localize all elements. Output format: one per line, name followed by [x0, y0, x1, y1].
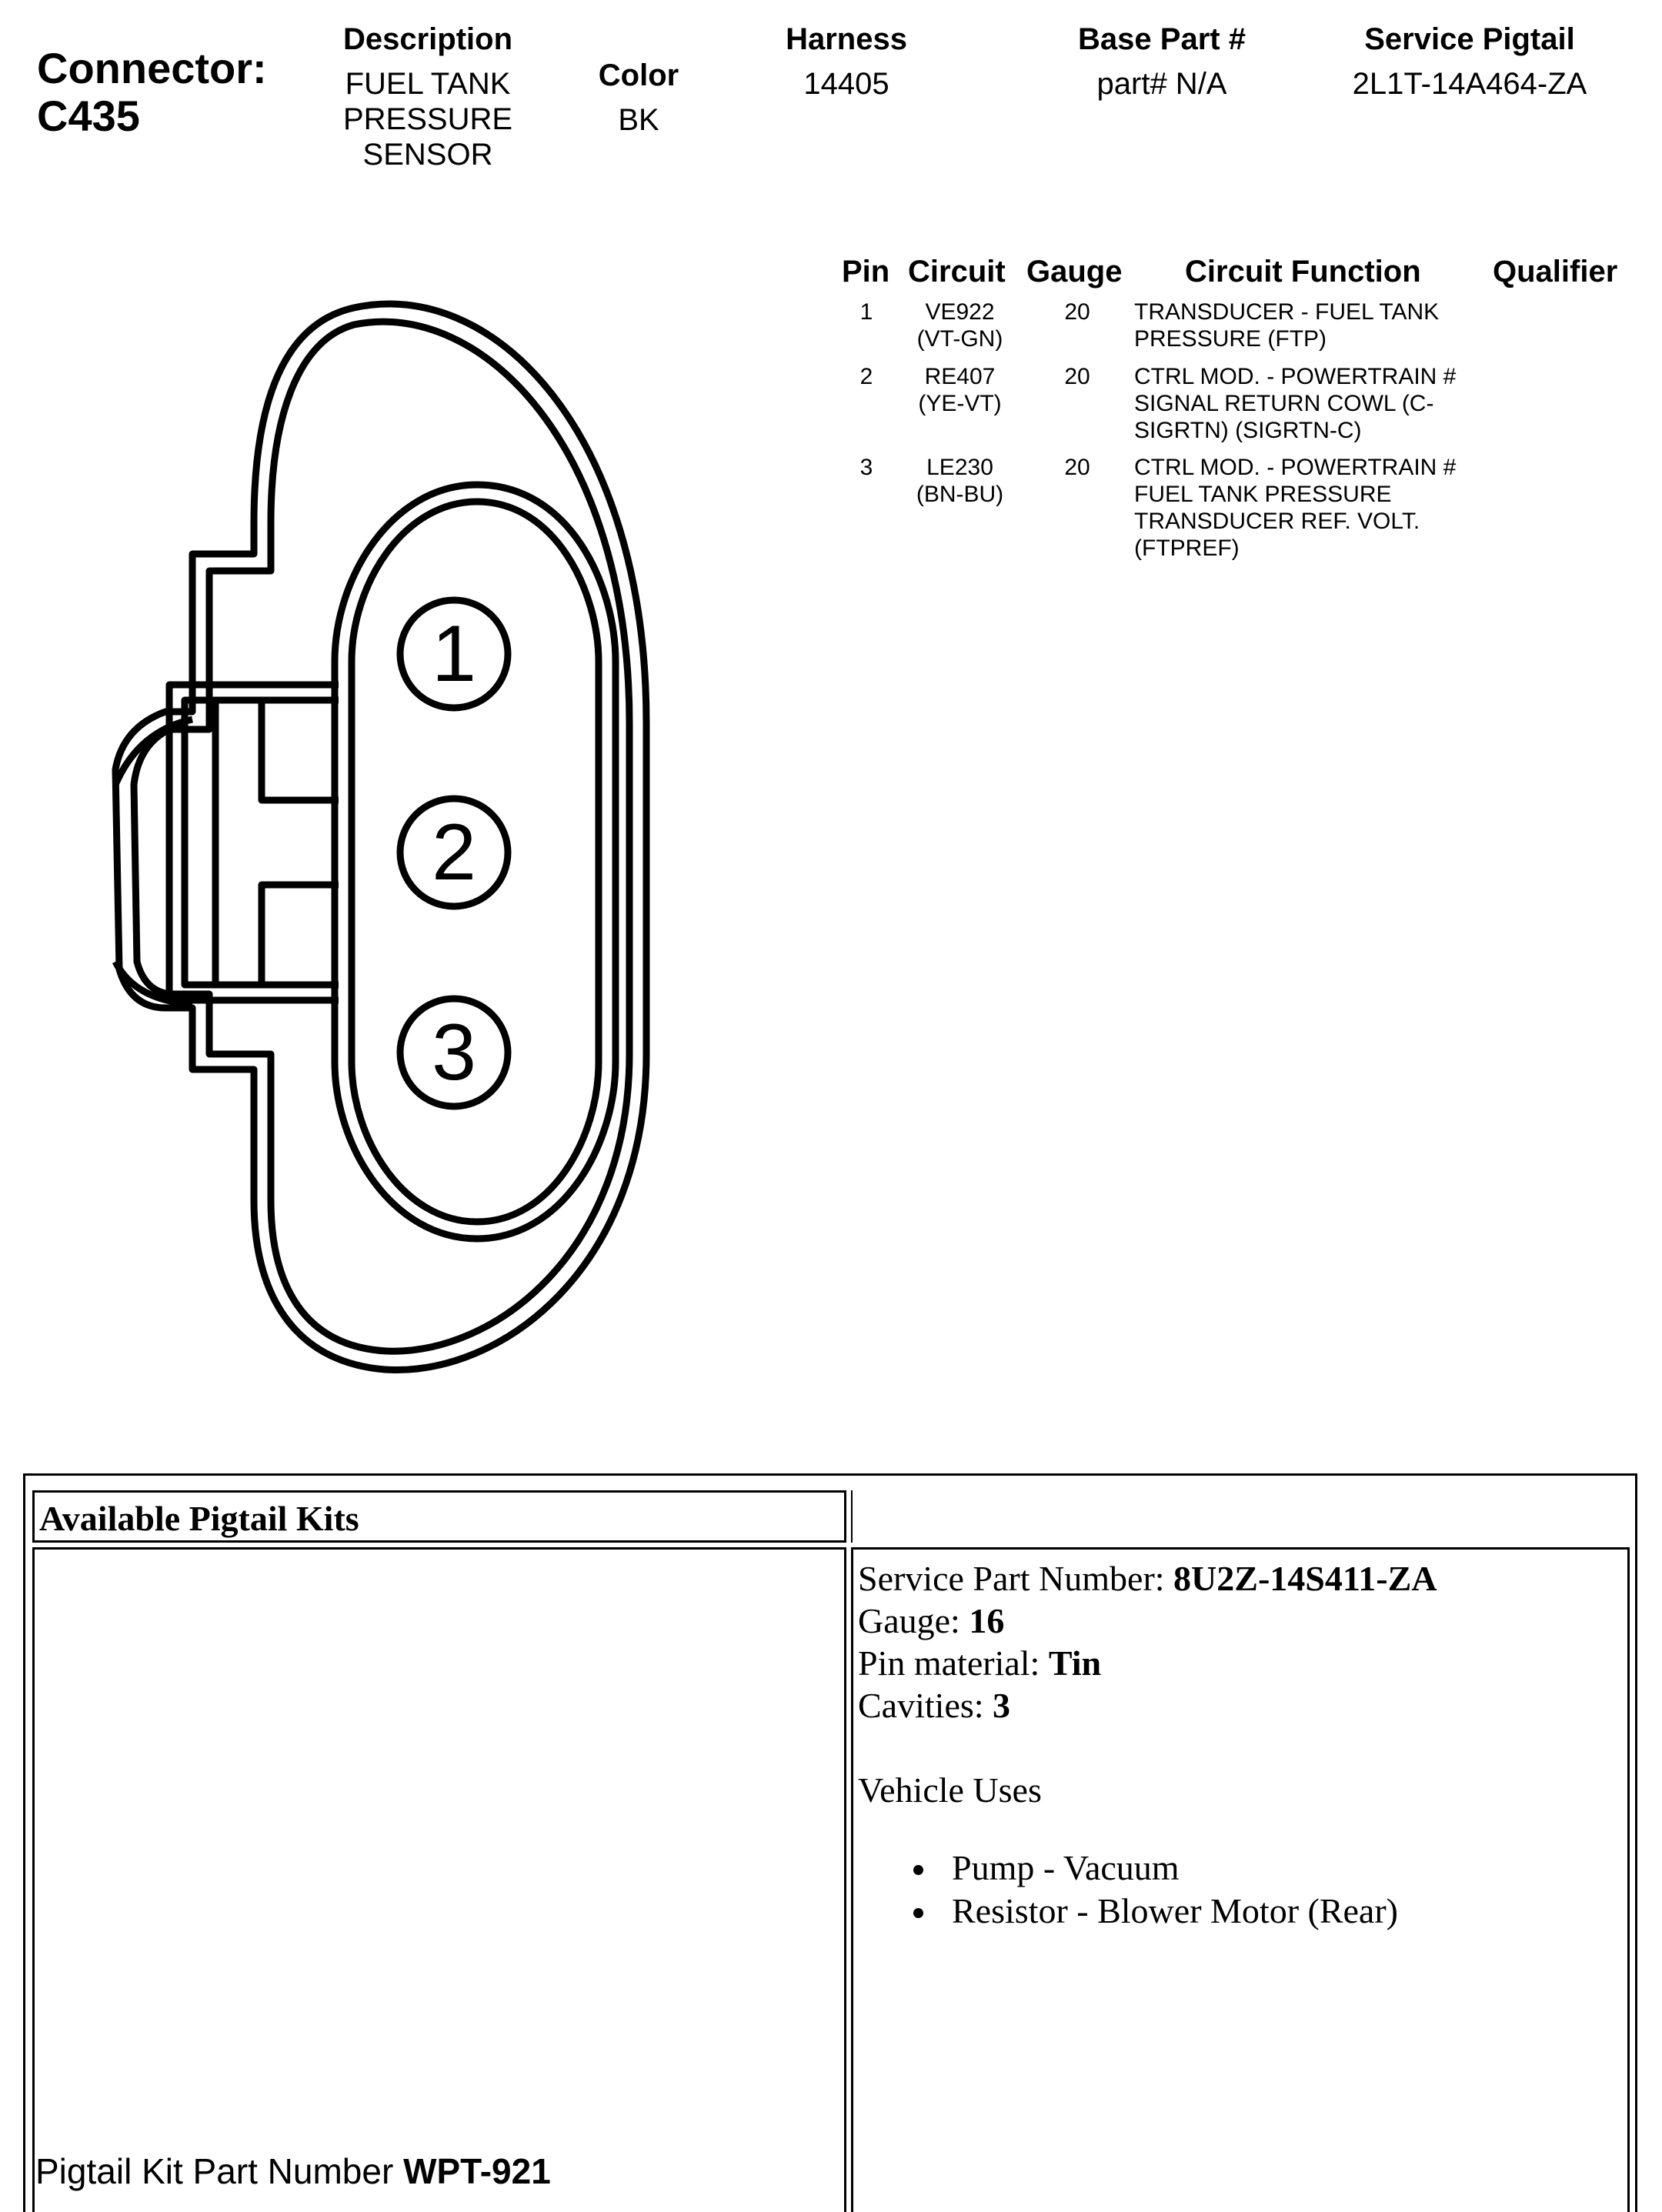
- pin-number: 3: [859, 455, 873, 480]
- description-line: SENSOR: [362, 138, 493, 172]
- connector-label: Connector:: [37, 44, 267, 92]
- pigtail-kit-part-number: [35, 2150, 551, 2192]
- description-line: FUEL TANK: [345, 67, 511, 101]
- cavities: [858, 1684, 1437, 1727]
- circuit-color: (BN-BU): [916, 482, 1004, 507]
- column-header-gauge: Gauge: [1026, 255, 1123, 289]
- circuit-id: RE407: [924, 364, 996, 389]
- kit-gauge-value: 16: [969, 1601, 1005, 1640]
- connector-shell-inner-edge: [134, 322, 629, 1351]
- vehicle-uses-list: [858, 1847, 1437, 1933]
- pin-1-label: 1: [432, 609, 476, 699]
- pin-number: 2: [859, 364, 873, 389]
- base-part-value: part# N/A: [1096, 67, 1227, 101]
- color-label: Color: [598, 58, 679, 92]
- function-cell: [1134, 363, 1496, 444]
- function-line: TRANSDUCER REF. VOLT.: [1134, 509, 1420, 534]
- gauge-cell: 20: [1064, 455, 1090, 480]
- pigtail-kits-title: Available Pigtail Kits: [39, 1499, 359, 1538]
- connector-latch-step: [262, 885, 339, 985]
- pin-2-label: 2: [432, 808, 476, 897]
- circuit-id: VE922: [925, 299, 995, 325]
- service-part-value: 8U2Z-14S411-ZA: [1173, 1559, 1437, 1598]
- service-pigtail-column: [1308, 22, 1631, 102]
- kit-part-value: WPT-921: [403, 2151, 551, 2191]
- cavities-label: Cavities:: [858, 1686, 984, 1725]
- function-line: SIGNAL RETURN COWL (C-: [1134, 391, 1434, 416]
- service-part-label: Service Part Number:: [858, 1559, 1165, 1598]
- connector-latch-step: [262, 700, 339, 800]
- function-line: CTRL MOD. - POWERTRAIN #: [1134, 364, 1457, 389]
- description-column: [308, 22, 548, 172]
- circuit-color: (YE-VT): [918, 391, 1002, 416]
- description-line: PRESSURE: [342, 102, 513, 136]
- vehicle-uses-title: Vehicle Uses: [858, 1770, 1042, 1810]
- pin-number: 1: [859, 299, 873, 325]
- pin-3-label: 3: [432, 1008, 476, 1097]
- function-line: FUEL TANK PRESSURE: [1134, 482, 1392, 507]
- function-line: CTRL MOD. - POWERTRAIN #: [1134, 455, 1457, 480]
- service-part-number: [858, 1557, 1437, 1600]
- function-cell: [1134, 299, 1496, 352]
- color-column: [569, 58, 708, 138]
- pigtail-kit-details: [858, 1557, 1437, 1933]
- cavities-value: 3: [993, 1686, 1011, 1725]
- function-line: PRESSURE (FTP): [1134, 326, 1327, 352]
- harness-label: Harness: [786, 22, 907, 56]
- base-part-label: Base Part #: [1078, 22, 1246, 56]
- harness-column: [739, 22, 954, 102]
- service-pigtail-value: 2L1T-14A464-ZA: [1352, 67, 1587, 101]
- function-cell: [1134, 454, 1496, 562]
- harness-value: 14405: [803, 67, 889, 101]
- circuit-cell: [896, 299, 1023, 352]
- base-part-column: [1031, 22, 1293, 102]
- connector-id: C435: [37, 92, 140, 140]
- pigtail-kits-header-spacer: [851, 1490, 1630, 1543]
- color-value: BK: [618, 103, 659, 137]
- circuit-cell: [896, 363, 1023, 417]
- kit-gauge: [858, 1600, 1437, 1642]
- gauge-cell: 20: [1064, 364, 1090, 389]
- pin-material-label: Pin material:: [858, 1643, 1040, 1683]
- function-line: (FTPREF): [1134, 535, 1240, 561]
- function-line: TRANSDUCER - FUEL TANK: [1134, 299, 1440, 325]
- pigtail-kit-image-cell: [32, 1547, 846, 2212]
- column-header-qualifier: Qualifier: [1493, 255, 1618, 289]
- service-pigtail-label: Service Pigtail: [1364, 22, 1575, 56]
- list-item: Pump - Vacuum: [913, 1847, 1437, 1890]
- function-line: SIGRTN) (SIGRTN-C): [1134, 418, 1362, 443]
- pigtail-kit-details-cell: [851, 1547, 1630, 2212]
- kit-gauge-label: Gauge:: [858, 1601, 960, 1640]
- connector-title: [37, 45, 267, 140]
- column-header-circuit-function: Circuit Function: [1185, 255, 1421, 289]
- pin-material: [858, 1642, 1437, 1684]
- gauge-cell: 20: [1064, 299, 1090, 325]
- connector-outer-shell: [115, 304, 646, 1370]
- pin-material-value: Tin: [1048, 1643, 1102, 1683]
- column-header-circuit: Circuit: [908, 255, 1006, 289]
- column-header-pin: Pin: [842, 255, 890, 289]
- description-label: Description: [342, 22, 513, 56]
- circuit-cell: [896, 454, 1023, 508]
- circuit-id: LE230: [926, 455, 993, 480]
- kit-part-label: Pigtail Kit Part Number: [35, 2151, 394, 2191]
- circuit-color: (VT-GN): [916, 326, 1003, 352]
- pigtail-kits-header-cell: [32, 1490, 846, 1543]
- list-item: Resistor - Blower Motor (Rear): [913, 1890, 1437, 1933]
- connector-face-diagram: [92, 292, 754, 1416]
